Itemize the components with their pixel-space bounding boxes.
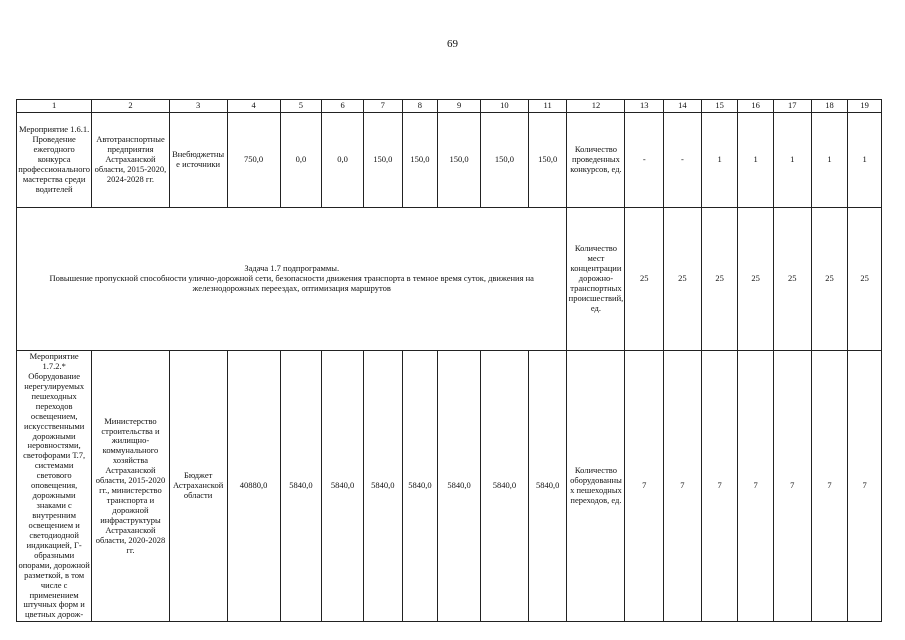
amount-cell: 5840,0 [438,351,481,622]
indicator-value: 7 [811,351,848,622]
table-row [17,351,882,622]
amount-cell: 150,0 [402,113,438,208]
column-number: 6 [322,100,364,113]
indicator-value: 25 [701,208,738,351]
indicator-value: 7 [701,351,738,622]
column-number: 19 [848,100,882,113]
column-number: 16 [738,100,774,113]
indicator-value: 1 [773,113,811,208]
amount-cell: 40880,0 [227,351,280,622]
indicator-value: 25 [738,208,774,351]
indicator-value: - [625,113,664,208]
indicator-name: Количество проведенных конкурсов, ед. [567,113,625,208]
header-row [17,100,882,113]
indicator-value: 25 [773,208,811,351]
indicator-value: 25 [664,208,702,351]
indicator-value: 1 [701,113,738,208]
column-number: 10 [480,100,528,113]
column-number: 13 [625,100,664,113]
executor: Автотранспортные предприятия Астраханской области, 2015-2020, 2024-2028 гг. [92,113,169,208]
indicator-value: 7 [625,351,664,622]
column-number: 1 [17,100,92,113]
amount-cell: 5840,0 [280,351,322,622]
column-number: 8 [402,100,438,113]
indicator-value: 7 [664,351,702,622]
column-number: 11 [528,100,567,113]
page-number: 69 [447,38,458,50]
indicator-value: 7 [773,351,811,622]
task-row [17,208,882,351]
column-number: 15 [701,100,738,113]
measure-name: Мероприятие 1.6.1. Проведение ежегодного конкурса профессионального мастерства среди водителей [17,113,92,208]
indicator-value: 1 [848,113,882,208]
amount-cell: 0,0 [322,113,364,208]
indicator-name: Количество мест концентрации дорожно-транспортных происшествий, ед. [567,208,625,351]
amount-cell: 150,0 [438,113,481,208]
indicator-value: 25 [848,208,882,351]
column-number: 17 [773,100,811,113]
column-number: 14 [664,100,702,113]
amount-cell: 150,0 [528,113,567,208]
column-number: 7 [363,100,402,113]
amount-cell: 5840,0 [322,351,364,622]
column-number: 2 [92,100,169,113]
indicator-value: 1 [811,113,848,208]
indicator-value: - [664,113,702,208]
indicator-value: 25 [811,208,848,351]
column-number: 18 [811,100,848,113]
funding-source: Внебюджетные источники [169,113,227,208]
amount-cell: 750,0 [227,113,280,208]
table-row [17,113,882,208]
column-number: 12 [567,100,625,113]
measure-name: Мероприятие 1.7.2.* Оборудование нерегулируемых пешеходных переходов освещением, искусственными дорожными неровностями, светофорами Т.7, системами светового оповещения, дорожными знаками с внутренним освещением и светодиодной индикацией, Г-образными опорами, дорожной разметкой, в том числе с применением штучных форм и цветных дорож- [17,351,92,622]
program-measures-table [16,99,882,622]
indicator-name: Количество оборудованных пешеходных переходов, ед. [567,351,625,622]
task-text: Повышение пропускной способности улично-дорожной сети, безопасности движения транспорта в темное время суток, движения на железнодорожных переездах, оптимизация маршрутов [49,273,534,293]
column-number: 3 [169,100,227,113]
indicator-value: 1 [738,113,774,208]
amount-cell: 0,0 [280,113,322,208]
executor: Министерство строительства и жилищно-коммунального хозяйства Астраханской области, 2015-2020 гг., министерство транспорта и дорожной инфраструктуры Астраханской области, 2020-2028 гг. [92,351,169,622]
amount-cell: 150,0 [480,113,528,208]
indicator-value: 25 [625,208,664,351]
column-number: 9 [438,100,481,113]
column-number: 4 [227,100,280,113]
amount-cell: 5840,0 [528,351,567,622]
amount-cell: 5840,0 [480,351,528,622]
indicator-value: 7 [848,351,882,622]
task-title: Задача 1.7 подпрограммы. [244,263,340,274]
amount-cell: 5840,0 [363,351,402,622]
amount-cell: 150,0 [363,113,402,208]
column-number: 5 [280,100,322,113]
task-description [17,208,567,351]
amount-cell: 5840,0 [402,351,438,622]
indicator-value: 7 [738,351,774,622]
funding-source: Бюджет Астраханской области [169,351,227,622]
